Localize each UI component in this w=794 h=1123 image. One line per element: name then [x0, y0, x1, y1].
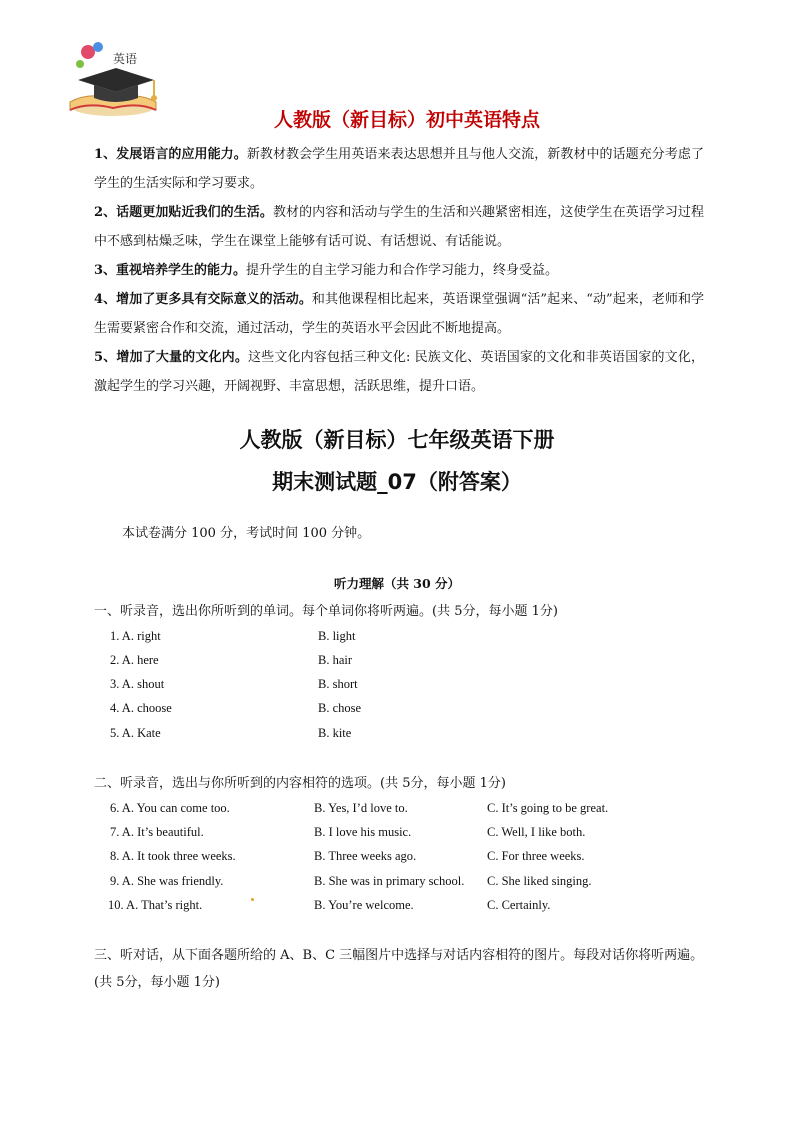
- option-a: 2. A. here: [110, 653, 159, 667]
- banner-title: 人教版（新目标）初中英语特点: [273, 109, 540, 131]
- stray-dot: [251, 898, 254, 901]
- feature-heading: 2、话题更加贴近我们的生活。: [94, 205, 273, 220]
- question-row: [110, 653, 710, 673]
- option-b: B. kite: [318, 726, 352, 740]
- option-a: 10. A. That’s right.: [108, 898, 203, 912]
- feature-item: [94, 256, 704, 285]
- option-a: 8. A. It took three weeks.: [110, 849, 236, 863]
- option-b: B. I love his music.: [314, 825, 412, 839]
- features-list: [94, 140, 704, 401]
- option-b: B. chose: [318, 701, 362, 715]
- feature-heading: 3、重视培养学生的能力。: [94, 263, 247, 278]
- option-a: 5. A. Kate: [110, 726, 161, 740]
- option-b: B. You’re welcome.: [314, 898, 414, 912]
- feature-item: [94, 285, 704, 343]
- option-a: 3. A. shout: [110, 677, 165, 691]
- feature-text: 和其他课程相比起来，英语课堂强调“活”起来、“动”起来，老师和学生需要紧密合作和交流，通过活动，学生的英语水平会因此不断地提高。: [94, 292, 704, 336]
- section-heading: 听力理解（共 30 分）: [333, 576, 461, 591]
- option-b: B. light: [318, 629, 356, 643]
- option-b: B. Three weeks ago.: [314, 849, 417, 863]
- part3-instruction: 三、听对话，从下面各题所给的 A、B、C 三幅图片中选择与对话内容相符的图片。每段对话你将听两遍。(共 5分，每小题 1分): [94, 948, 704, 990]
- question-row: [110, 898, 710, 918]
- feature-item: [94, 198, 704, 256]
- option-c: C. She liked singing.: [487, 874, 592, 888]
- option-c: C. Certainly.: [487, 898, 551, 912]
- feature-heading: 5、增加了大量的文化内。: [94, 350, 248, 365]
- feature-text: 新教材教会学生用英语来表达思想并且与他人交流，新教材中的话题充分考虑了学生的生活实际和学习要求。: [94, 147, 704, 191]
- logo-label: 英语: [113, 52, 138, 66]
- question-row: [110, 825, 710, 845]
- question-row: [110, 726, 710, 746]
- feature-heading: 4、增加了更多具有交际意义的活动。: [94, 292, 312, 307]
- question-row: [110, 874, 710, 894]
- part2-instruction: 二、听录音，选出与你所听到的内容相符的选项。(共 5分，每小题 1分): [94, 776, 506, 791]
- question-row: [110, 801, 710, 821]
- option-b: B. Yes, I’d love to.: [314, 801, 408, 815]
- feature-item: [94, 343, 704, 401]
- question-row: [110, 849, 710, 869]
- feature-heading: 1、发展语言的应用能力。: [94, 147, 247, 162]
- option-a: 7. A. It’s beautiful.: [110, 825, 204, 839]
- exam-title-line2: 期末测试题_07（附答案）: [272, 470, 522, 494]
- feature-text: 这些文化内容包括三种文化: 民族文化、英语国家的文化和非英语国家的文化，激起学生的学习兴趣，开阔视野、丰富思想，活跃思维，提升口语。: [94, 350, 705, 394]
- option-b: B. short: [318, 677, 358, 691]
- part1-instruction: 一、听录音，选出你所听到的单词。每个单词你将听两遍。(共 5分，每小题 1分): [94, 604, 558, 619]
- feature-item: [94, 140, 704, 198]
- question-row: [110, 677, 710, 697]
- option-c: C. Well, I like both.: [487, 825, 586, 839]
- option-a: 6. A. You can come too.: [110, 801, 230, 815]
- question-row: [110, 629, 710, 649]
- option-c: C. For three weeks.: [487, 849, 585, 863]
- exam-title-line1: 人教版（新目标）七年级英语下册: [239, 428, 555, 452]
- feature-text: 提升学生的自主学习能力和合作学习能力，终身受益。: [246, 263, 559, 278]
- option-a: 1. A. right: [110, 629, 161, 643]
- option-b: B. She was in primary school.: [314, 874, 465, 888]
- option-c: C. It’s going to be great.: [487, 801, 609, 815]
- option-b: B. hair: [318, 653, 353, 667]
- exam-intro: 本试卷满分 100 分，考试时间 100 分钟。: [122, 526, 371, 541]
- feature-text: 教材的内容和活动与学生的生活和兴趣紧密相连，这使学生在英语学习过程中不感到枯燥乏味，学生在课堂上能够有话可说、有话想说、有话能说。: [94, 205, 704, 249]
- option-a: 9. A. She was friendly.: [110, 874, 224, 888]
- question-row: [110, 701, 710, 721]
- option-a: 4. A. choose: [110, 701, 172, 715]
